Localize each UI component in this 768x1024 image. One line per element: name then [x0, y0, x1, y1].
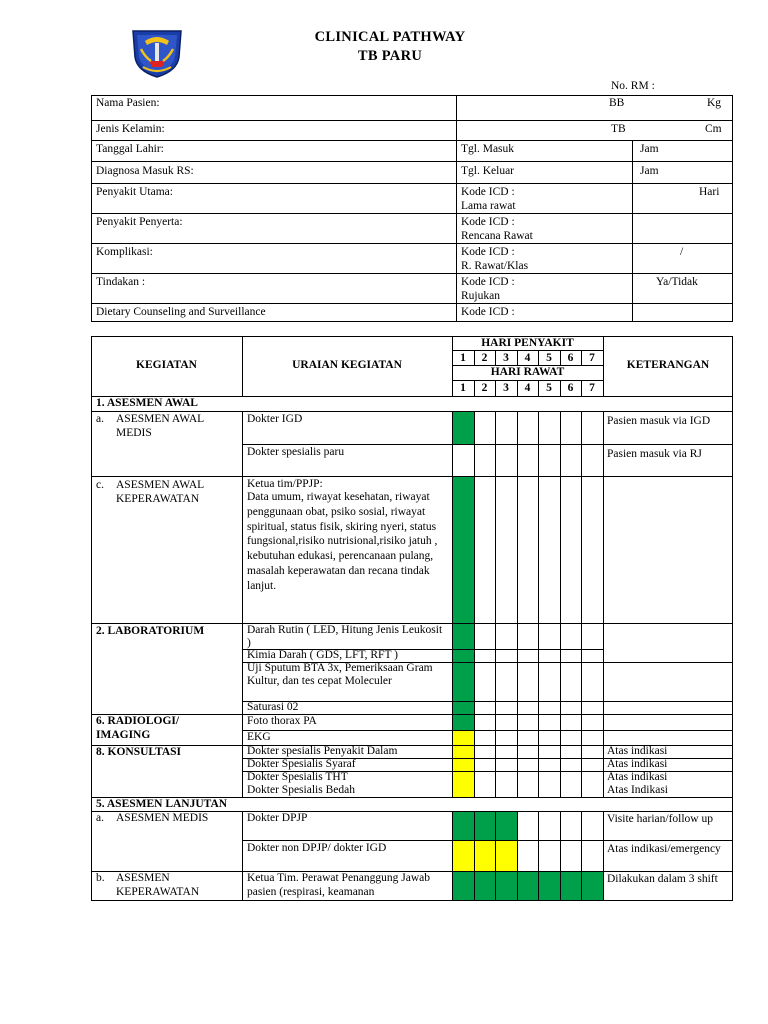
hari-rawat-day: 5: [546, 382, 552, 394]
info-kode-icd-1: Kode ICD :: [461, 186, 515, 198]
item-label-b: b.: [96, 872, 105, 884]
info-jam-keluar: Jam: [640, 165, 659, 177]
ket-pasien-igd: Pasien masuk via IGD: [607, 415, 711, 427]
uraian-dokter-dpjp: Dokter DPJP: [247, 812, 308, 824]
hari-rawat-day: 2: [481, 382, 488, 394]
lab-saturasi: Saturasi 02: [247, 701, 299, 713]
ket-pasien-rj: Pasien masuk via RJ: [607, 448, 702, 460]
info-penyakit-penyerta: Penyakit Penyerta:: [96, 216, 183, 228]
no-rm-label: No. RM :: [611, 80, 655, 92]
info-dietary-counseling: Dietary Counseling and Surveillance: [96, 306, 266, 318]
info-ya-tidak: Ya/Tidak: [656, 276, 698, 288]
kons-tht: Dokter Spesialis THT: [247, 771, 348, 783]
col-keterangan: KETERANGAN: [626, 359, 710, 371]
ket-dilakukan-3-shift: Dilakukan dalam 3 shift: [607, 873, 718, 885]
info-ruang-rawat-klas: R. Rawat/Klas: [461, 260, 529, 272]
info-lama-rawat: Lama rawat: [461, 200, 516, 212]
kons-ket: Atas Indikasi: [607, 784, 669, 796]
col-kegiatan: KEGIATAN: [136, 359, 197, 371]
info-tanggal-lahir: Tanggal Lahir:: [96, 143, 164, 155]
hari-rawat-day: 1: [460, 382, 466, 394]
rad-foto-thorax: Foto thorax PA: [247, 715, 317, 727]
rad-ekg: EKG: [247, 731, 271, 743]
item-label-a: a.: [96, 413, 104, 425]
info-penyakit-utama: Penyakit Utama:: [96, 186, 173, 198]
document-subtitle: TB PARU: [357, 48, 423, 64]
hari-penyakit-day: 6: [567, 352, 574, 364]
section-asesmen-awal: 1. ASESMEN AWAL: [96, 397, 198, 409]
hari-rawat-header: HARI RAWAT: [490, 366, 565, 378]
asesmen-keperawatan: ASESMEN KEPERAWATAN: [116, 872, 200, 898]
kons-syaraf: Dokter Spesialis Syaraf: [247, 758, 356, 770]
hari-penyakit-day: 4: [524, 352, 531, 364]
info-jam-masuk: Jam: [640, 143, 659, 155]
hari-penyakit-header: HARI PENYAKIT: [481, 337, 574, 349]
uraian-ketua-tim: Ketua tim/PPJP:: [247, 478, 323, 490]
uraian-dokter-spesialis-paru: Dokter spesialis paru: [247, 446, 345, 458]
asesmen-awal-medis: ASESMEN AWAL MEDIS: [116, 413, 204, 439]
hari-penyakit-day: 2: [481, 352, 488, 364]
ket-atas-indikasi-emergency: Atas indikasi/emergency: [607, 843, 721, 855]
info-kode-icd-3: Kode ICD :: [461, 246, 515, 258]
info-kg-unit: Kg: [707, 97, 722, 109]
info-tgl-masuk: Tgl. Masuk: [461, 143, 515, 155]
lab-kimia-darah: Kimia Darah ( GDS, LFT, RFT ): [247, 649, 398, 661]
info-kode-icd-5: Kode ICD :: [461, 306, 515, 318]
info-nama-pasien: Nama Pasien:: [96, 97, 160, 109]
kons-ket: Atas indikasi: [607, 745, 668, 757]
lab-uji-sputum: Uji Sputum BTA 3x, Pemeriksaan Gram Kultur, dan tes cepat Moleculer: [247, 662, 433, 687]
info-tindakan: Tindakan :: [96, 276, 146, 288]
asesmen-medis: ASESMEN MEDIS: [116, 812, 209, 824]
info-bb-label: BB: [609, 97, 625, 109]
hari-penyakit-day: 5: [546, 352, 552, 364]
hari-penyakit-day: 3: [503, 352, 509, 364]
hari-penyakit-day: 1: [460, 352, 466, 364]
uraian-dokter-non-dpjp: Dokter non DPJP/ dokter IGD: [247, 842, 387, 854]
uraian-ketua-tim-detail: Data umum, riwayat kesehatan, riwayat penggunaan obat, psiko sosial, riwayat spiritual, status fisik, skiring nyeri, status fungsional,risiko nutrisional,risiko jatuh , kebutuhan edukasi, perencanaan pulang, masalah keperawatan dan recana tindak lanjut.: [247, 491, 438, 592]
section-laboratorium: 2. LABORATORIUM: [96, 625, 205, 637]
info-diagnosa-masuk: Diagnosa Masuk RS:: [96, 165, 194, 177]
document-title: CLINICAL PATHWAY: [314, 29, 466, 45]
item-label-c: c.: [96, 479, 104, 491]
hari-rawat-day: 3: [503, 382, 509, 394]
lab-darah-rutin: Darah Rutin ( LED, Hitung Jenis Leukosit ): [247, 624, 443, 649]
section-konsultasi: 8. KONSULTASI: [96, 746, 182, 758]
uraian-dokter-igd: Dokter IGD: [247, 413, 303, 425]
info-cm-unit: Cm: [705, 123, 722, 135]
info-kode-icd-4: Kode ICD :: [461, 276, 515, 288]
info-jenis-kelamin: Jenis Kelamin:: [96, 123, 165, 135]
info-rujukan: Rujukan: [461, 290, 500, 302]
kons-penyakit-dalam: Dokter spesialis Penyakit Dalam: [247, 745, 398, 757]
info-slash: /: [680, 246, 684, 258]
hari-rawat-day: 7: [589, 382, 595, 394]
info-kode-icd-2: Kode ICD :: [461, 216, 515, 228]
asesmen-awal-keperawatan: ASESMEN AWAL KEPERAWATAN: [116, 479, 204, 505]
col-uraian-kegiatan: URAIAN KEGIATAN: [292, 359, 402, 371]
hari-rawat-day: 6: [567, 382, 574, 394]
kons-ket: Atas indikasi: [607, 771, 668, 783]
hari-penyakit-day: 7: [589, 352, 595, 364]
item-label-a: a.: [96, 812, 104, 824]
kons-ket: Atas indikasi: [607, 758, 668, 770]
info-rencana-rawat: Rencana Rawat: [461, 230, 533, 242]
ket-visite-harian: Visite harian/follow up: [607, 813, 713, 825]
section-radiologi: 6. RADIOLOGI/ IMAGING: [96, 715, 180, 741]
info-tgl-keluar: Tgl. Keluar: [461, 165, 515, 177]
info-komplikasi: Komplikasi:: [96, 246, 153, 258]
info-hari-unit: Hari: [699, 186, 720, 198]
kons-bedah: Dokter Spesialis Bedah: [247, 784, 355, 796]
uraian-ketua-tim-perawat: Ketua Tim. Perawat Penanggung Jawab pasien (respirasi, keamanan: [247, 872, 431, 898]
section-asesmen-lanjutan: 5. ASESMEN LANJUTAN: [96, 798, 228, 810]
hari-rawat-day: 4: [524, 382, 531, 394]
info-tb-label: TB: [611, 123, 626, 135]
